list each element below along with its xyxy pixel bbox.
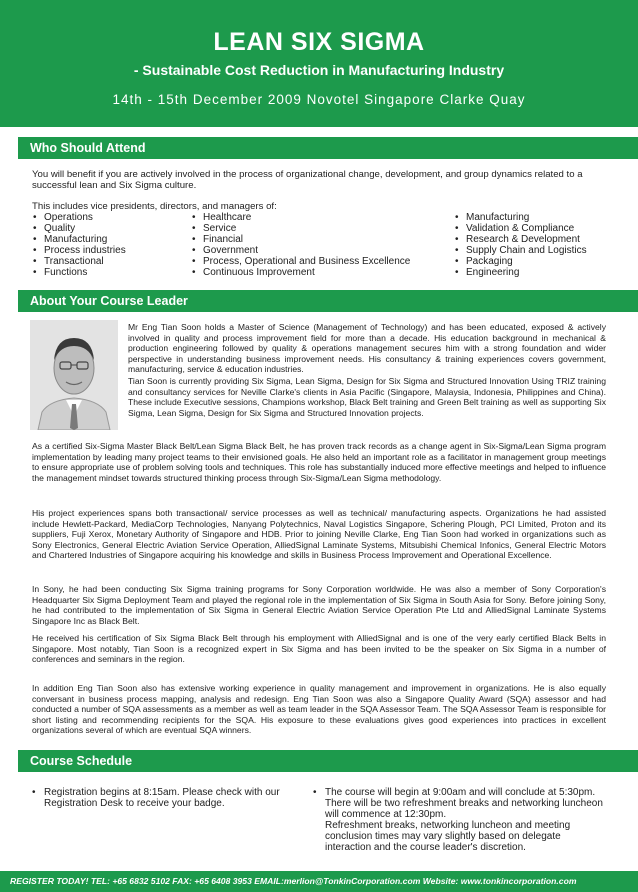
schedule-course-times <box>313 787 605 853</box>
attend-list-item: • Packaging <box>454 256 634 267</box>
attend-list-col2 <box>191 212 451 278</box>
attend-list-item: • Continuous Improvement <box>191 267 451 278</box>
section-heading-who-should-attend: Who Should Attend <box>18 137 638 159</box>
attend-list-item: • Research & Development <box>454 234 634 245</box>
schedule-registration-text: Registration begins at 8:15am. Please check with our Registration Desk to receive your badge. <box>44 787 280 809</box>
header-banner <box>0 0 638 127</box>
section-heading-course-leader: About Your Course Leader <box>18 290 638 312</box>
attend-list-item: • Government <box>191 245 451 256</box>
schedule-breaks-note: Refreshment breaks, networking luncheon and meeting conclusion times may vary slightly based on delegate interaction and the course leader's discretion. <box>325 820 571 853</box>
attend-list-item: • Financial <box>191 234 451 245</box>
leader-paragraph-sony: In Sony, he had been conducting Six Sigma training programs for Sony Corporation worldwide. He was also a member of Sony Corporation's Headquarter Six Sigma Deployment Team and played the regional role in the implementation of Six Sigma in South Asia for Sony. Before joining Sony, he had contributed to the implementation of Six Sigma in General Electric Aviation Service Operation Pte Ltd and AlliedSignal Laminate Systems Singapore Inc as Black Belt. <box>32 584 606 626</box>
attend-list-col1 <box>32 212 192 278</box>
attend-list-item: • Engineering <box>454 267 634 278</box>
attend-list-item: • Transactional <box>32 256 192 267</box>
attend-list-item: • Validation & Compliance <box>454 223 634 234</box>
attend-list-item: • Quality <box>32 223 192 234</box>
portrait-photo <box>30 320 118 430</box>
attend-list-item: • Manufacturing <box>454 212 634 223</box>
leader-paragraph-certification: As a certified Six-Sigma Master Black Belt/Lean Sigma Black Belt, he has proven track records as a change agent in Six-Sigma/Lean Sigma program implementation by leading many project teams to their envisioned goals. He also held an important role as a facilitator in management group meetings to ensure appropriate use of problem solving tools and techniques. This role has substantially induced more effective meetings and helped to influence the management mindset towards structured thinking process through Six-Sigma/Lean Sigma methodology. <box>32 441 606 483</box>
leader-bio-intro: Mr Eng Tian Soon holds a Master of Science (Management of Technology) and has been educated, exposed & actively involved in quality and process improvement field for more than a decade. His education background in mechanical & production engineering followed by quality & operations management secures him with a strong foundation and wider perspective in understanding business improvement needs. His consultancy & training experiences covers government, manufacturing, service & education industries. <box>128 322 606 375</box>
bullet-icon: • <box>32 787 36 798</box>
attend-list-item: • Service <box>191 223 451 234</box>
attend-list-item: • Supply Chain and Logistics <box>454 245 634 256</box>
page-title: LEAN SIX SIGMA <box>213 28 425 56</box>
leader-paragraph-sqa: In addition Eng Tian Soon also has extensive working experience in quality management and improvement in organizations. He is also equally conversant in business process mapping, analysis and redesign. Eng Tian Soon was also a Singapore Quality Award (SQA) assessor and had conducted a number of SQA assessments as a member as well as team leader in the SQA Assessor Team. The SQA Assessor Team is responsible for short listing and recommending recipients for the SQA. His exposure to these evaluations gives good experiences into practices in excellent organizations several of which are eventual SQA winners. <box>32 683 606 736</box>
bullet-icon: • <box>313 787 317 798</box>
attend-list-item: • Functions <box>32 267 192 278</box>
section-heading-course-schedule: Course Schedule <box>18 750 638 772</box>
schedule-course-times-text: The course will begin at 9:00am and will conclude at 5:30pm. There will be two refreshment breaks and networking luncheon will commence at 12:30pm. <box>325 787 603 820</box>
attend-list-item: • Process, Operational and Business Excellence <box>191 256 451 267</box>
footer-contact-bar: REGISTER TODAY! TEL: +65 6832 5102 FAX: +65 6408 3953 EMAIL:merlion@TonkinCorporation.com Website: www.tonkincorporation.com <box>0 871 638 892</box>
attend-includes: This includes vice presidents, directors, and managers of: <box>32 201 277 212</box>
page-subtitle: - Sustainable Cost Reduction in Manufacturing Industry <box>133 62 505 78</box>
schedule-registration <box>32 787 294 809</box>
attend-list-item: • Operations <box>32 212 192 223</box>
attend-list-item: • Process industries <box>32 245 192 256</box>
attend-list-item: • Healthcare <box>191 212 451 223</box>
event-date-venue: 14th - 15th December 2009 Novotel Singapore Clarke Quay <box>112 92 526 107</box>
leader-paragraph-black-belt: He received his certification of Six Sigma Black Belt through his employment with AlliedSignal and is one of the very early certified Black Belts in Singapore. Most notably, Tian Soon is a recognized expert in Six Sigma and has been invited to be the speaker on Six Sigma in a number of conferences and seminars in the region. <box>32 633 606 665</box>
leader-bio-current: Tian Soon is currently providing Six Sigma, Lean Sigma, Design for Six Sigma and Structured Innovation Using TRIZ training and consultancy services for Neville Clarke's clients in Asia Pacific (Singapore, Malaysia, Indonesia, Philippines and China). These include Executive sessions, Champions workshop, Black Belt training and Green Belt training as well as supporting Six Sigma, Lean Sigma, Design for Six Sigma and Structured Innovation projects. <box>128 376 606 418</box>
attend-list-col3 <box>454 212 634 278</box>
attend-intro: You will benefit if you are actively involved in the process of organizational change, development, and group dynamics related to a successful lean and Six Sigma culture. <box>32 169 583 191</box>
attend-list-item: • Manufacturing <box>32 234 192 245</box>
leader-paragraph-experience: His project experiences spans both transactional/ service processes as well as technical/ manufacturing aspects. Organizations he had assisted include Hewlett-Packard, MediaCorp Technologies, Nanyang Polytechnics, Naval Logistics Singapore, Schering Plough, PCI Limited, Proton and its suppliers, Fuji Xerox, Monetary Authority of Singapore and HDB. Prior to joining Neville Clarke, Eng Tian Soon had worked in organizations such as Sony Electronics, General Electric Aviation Service Operation, AlliedSignal Laminate Systems, Mitsubishi Chemical Infonics, General Electric Motors and Chartered Industries of Singapore acquiring his knowledge and skills in Business Process Improvement and Operational Excellence. <box>32 508 606 561</box>
